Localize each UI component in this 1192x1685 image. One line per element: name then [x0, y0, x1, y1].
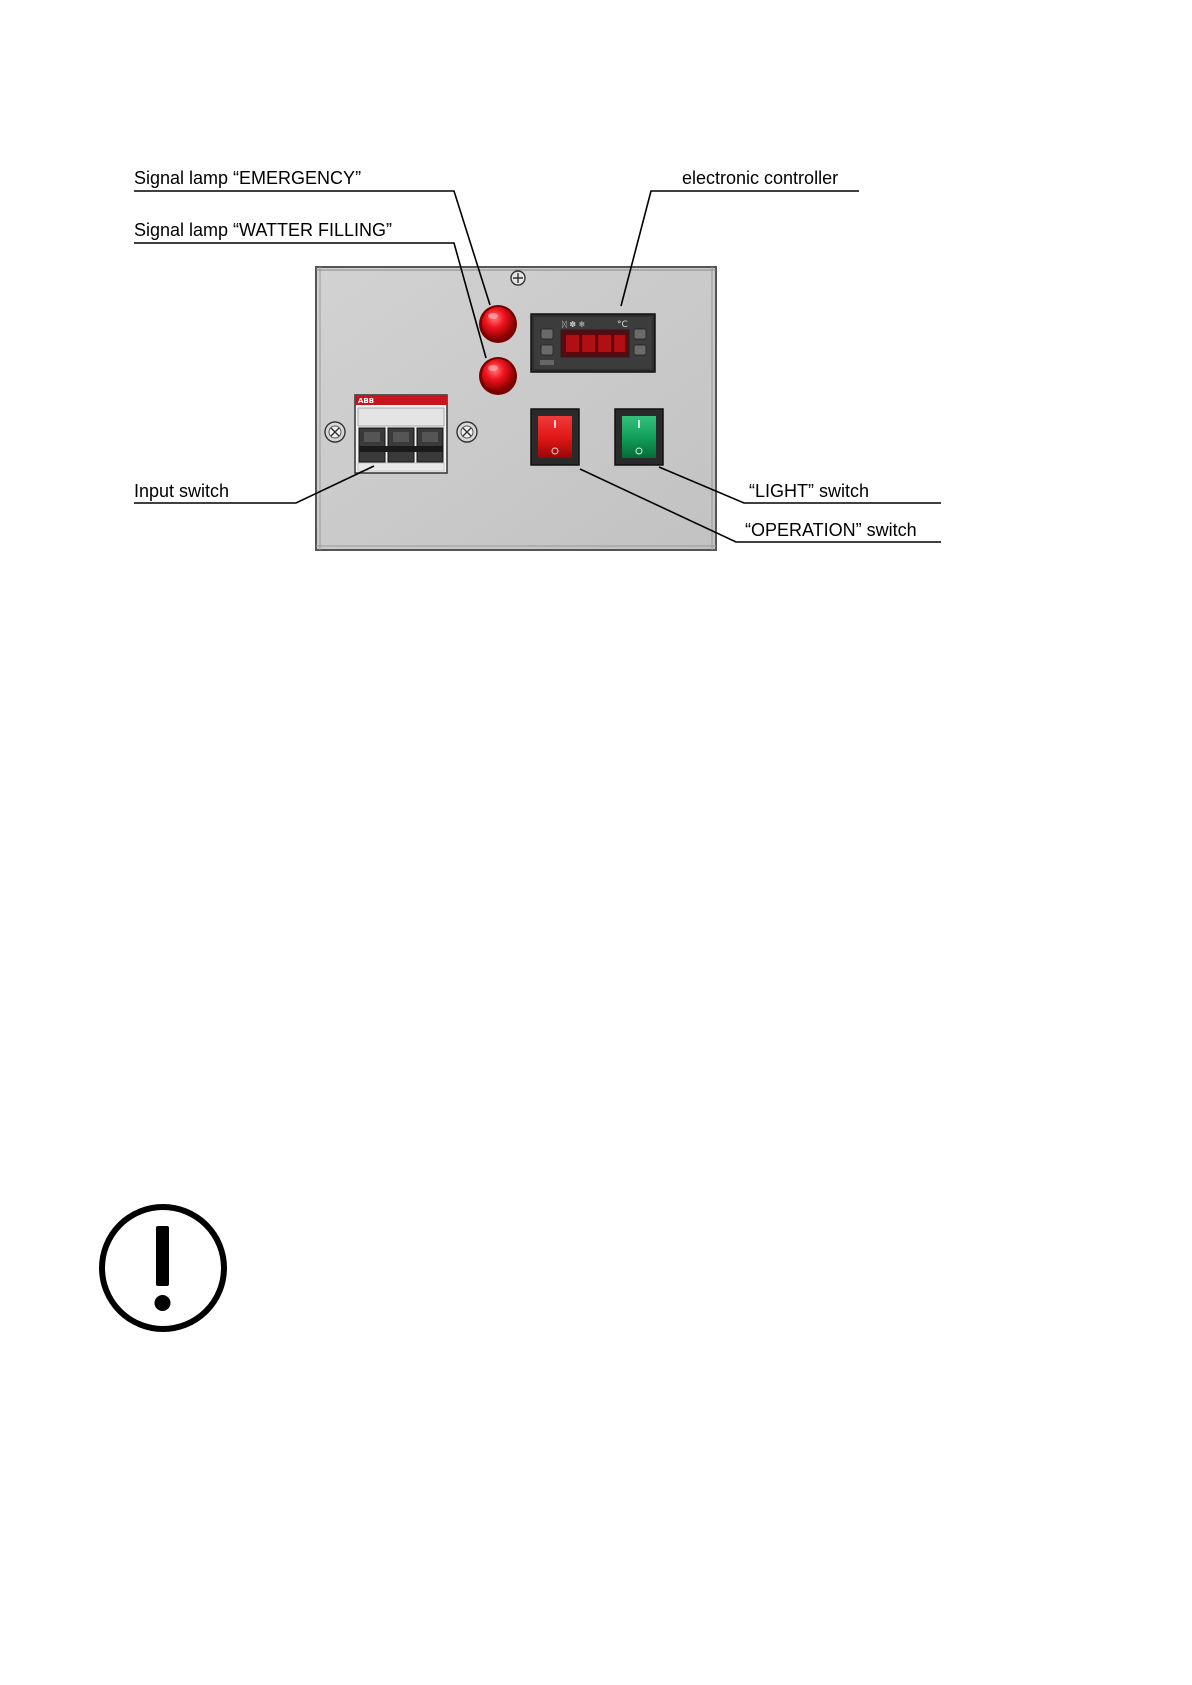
water-filling-signal-lamp: [479, 357, 517, 395]
emergency-lamp-label: Signal lamp “EMERGENCY”: [134, 168, 362, 188]
water-filling-lamp-label: Signal lamp “WATTER FILLING”: [134, 220, 393, 240]
controller-unit: °C: [617, 320, 628, 330]
input-switch-breaker[interactable]: [355, 395, 447, 473]
electronic-controller: [531, 314, 655, 372]
controller-button[interactable]: [541, 345, 553, 355]
screw-icon: [325, 422, 345, 442]
controller-button[interactable]: [634, 345, 646, 355]
exclamation-circle-icon: [102, 1207, 224, 1329]
controller-button[interactable]: [541, 329, 553, 339]
input-switch-label: Input switch: [134, 481, 230, 501]
controller-button[interactable]: [634, 329, 646, 339]
controller-indicators: ᛞ ✽ ❄: [562, 320, 586, 329]
screw-icon: [511, 271, 525, 285]
breaker-toggles: [359, 428, 443, 462]
breaker-brand-label: ABB: [358, 397, 375, 405]
light-switch-label: “LIGHT” switch: [749, 481, 870, 501]
light-switch[interactable]: [615, 409, 663, 465]
operation-switch-label: “OPERATION” switch: [745, 520, 917, 540]
screw-icon: [457, 422, 477, 442]
operation-switch[interactable]: [531, 409, 579, 465]
emergency-signal-lamp: [479, 305, 517, 343]
electronic-controller-label: electronic controller: [682, 168, 839, 188]
